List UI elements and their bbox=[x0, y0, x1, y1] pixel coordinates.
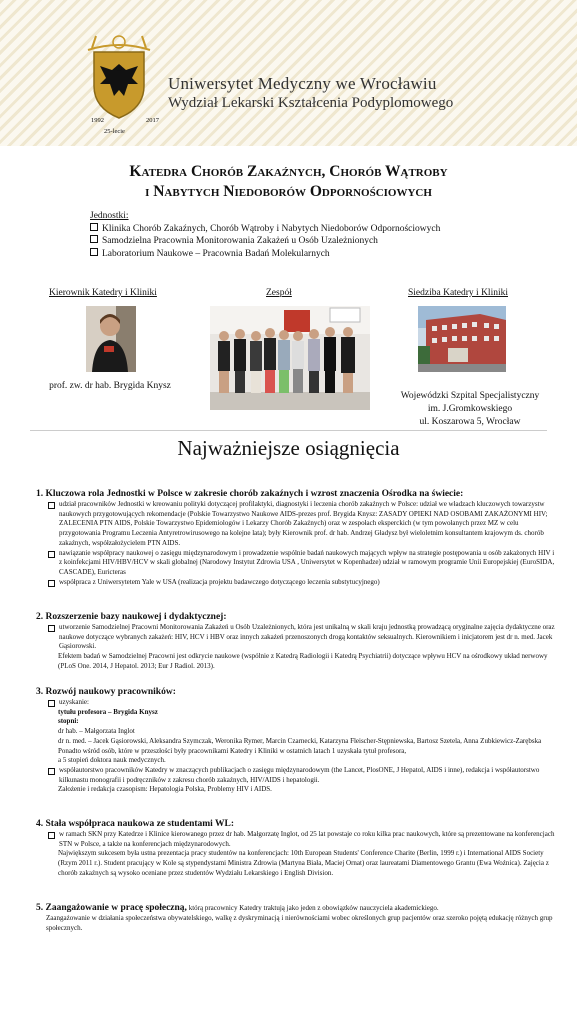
checkbox-icon bbox=[48, 580, 55, 587]
achievement-section-1 bbox=[36, 488, 556, 587]
anniversary-label: 25-lecie bbox=[104, 128, 125, 135]
checkbox-icon bbox=[48, 551, 55, 558]
list-item: uzyskanie: bbox=[48, 698, 556, 708]
faculty-name: Wydział Lekarski Kształcenia Podyplomowego bbox=[168, 95, 454, 111]
paragraph: a 5 stopień doktora nauk medycznych. bbox=[58, 756, 166, 765]
head-caption: Kierownik Katedry i Kliniki bbox=[49, 288, 157, 298]
team-photo bbox=[210, 306, 370, 410]
achievement-section-2 bbox=[36, 611, 556, 672]
section-heading: 5. Zaangażowanie w pracę społeczną, bbox=[36, 903, 187, 913]
university-name: Uniwersytet Medyczny we Wrocławiu bbox=[168, 74, 437, 93]
list-item: współautorstwo pracowników Katedry w znaczących publikacjach o zasięgu międzynarodowym (the Lancet, PlosONE, J Hepatol, AIDS i inne), redakcja i współautorstwo kilkunastu monografii i podręczników z zakresu chorób zakaźnych, HIV/AIDS i hepatologii. bbox=[48, 766, 556, 785]
checkbox-icon bbox=[48, 502, 55, 509]
list-item: nawiązanie współpracy naukowej o zasięgu międzynarodowym i prowadzenie wspólnie badań naukowych mających wpływ na strategie postępowania u osób zakażonych HIV i z koinfekcjami HIV/HBV/HCV w skali globalnej (Narodowy Instytut Zdrowia USA , Uniwersytet w Kopenhadze) udział w ramowym programie Unii Europejskiej (EuroSIDA, CASCADE), Euricteras bbox=[48, 549, 556, 578]
section-heading: 3. Rozwój naukowy pracowników: bbox=[36, 687, 176, 697]
head-portrait-photo bbox=[86, 306, 136, 372]
checkbox-icon bbox=[90, 235, 98, 243]
hospital-address: Wojewódzki Szpital Specjalistyczny im. J.Gromkowskiego ul. Koszarowa 5, Wrocław bbox=[400, 391, 540, 427]
unit-item: Samodzielna Pracownia Monitorowania Zakażeń u Osób Uzależnionych bbox=[90, 235, 440, 248]
achievement-section-3 bbox=[36, 686, 556, 795]
paragraph: dr hab. – Małgorzata Inglot bbox=[58, 727, 135, 736]
paragraph: Założenie i redakcja czasopism: Hepatologia Polska, Problemy HIV i AIDS. bbox=[58, 785, 272, 794]
achievements-title: Najważniejsze osiągnięcia bbox=[177, 436, 400, 460]
checkbox-icon bbox=[90, 223, 98, 231]
units-list bbox=[90, 210, 440, 260]
section-heading-rest: którą pracownicy Katedry traktują jako jeden z obowiązków nauczyciela akademickiego. bbox=[186, 904, 439, 912]
hospital-building-photo bbox=[418, 306, 506, 372]
section-heading: 4. Stała współpraca naukowa ze studentami WL: bbox=[36, 819, 235, 829]
team-caption: Zespół bbox=[266, 288, 292, 298]
checkbox-icon bbox=[48, 832, 55, 839]
year-start: 1992 bbox=[91, 117, 104, 124]
section-heading: 2. Rozszerzenie bazy naukowej i dydaktycznej: bbox=[36, 612, 227, 622]
achievement-section-4 bbox=[36, 818, 556, 879]
list-item: współpraca z Uniwersytetem Yale w USA (realizacja projektu badawczego dotyczącego leczenia substytucyjnego) bbox=[48, 578, 556, 588]
year-end: 2017 bbox=[146, 117, 159, 124]
header-banner bbox=[0, 0, 577, 146]
seat-caption: Siedziba Katedry i Kliniki bbox=[408, 288, 508, 298]
section-heading: 1. Kluczowa rola Jednostki w Polsce w zakresie chorób zakaźnych i wzrost znaczenia Ośrodka na świecie: bbox=[36, 489, 464, 499]
divider bbox=[30, 430, 547, 431]
achievement-section-5 bbox=[36, 902, 556, 933]
paragraph: Ponadto wśród osób, które w przeszłości były pracownikami Katedry i Kliniki w ostatnich latach 1 uzyskała tytuł profesora, bbox=[58, 746, 407, 755]
list-item: utworzenie Samodzielnej Pracowni Monitorowania Zakażeń u Osób Uzależnionych, która jest unikalną w skali kraju jednostką prowadzącą oryginalne zajęcia dydaktyczne oraz naukowe dotyczące wybranych zakażeń: HIV, HCV i HBV oraz innych zakażeń przenoszonych drogą kontaktów seksualnych. Kierownikiem i inicjatorem jest dr n. med. Jacek Gąsiorowski. bbox=[48, 623, 556, 652]
checkbox-icon bbox=[90, 248, 98, 256]
paragraph: dr n. med. – Jacek Gąsiorowski, Aleksandra Szymczak, Weronika Rymer, Marcin Czarnecki, Katarzyna Fleischer-Stępniewska, Bartosz Szetela, Anna Zubkiewicz-Zarębska bbox=[58, 736, 542, 745]
list-item: udział pracowników Jednostki w kreowaniu polityki dotyczącej profilaktyki, diagnostyki i leczenia chorób zakaźnych w Polsce: udział we władzach kluczowych towarzystw naukowych przygotowujących rekomendacje (Polskie Towarzystwo Naukowe AIDS-prezes prof. Brygida Knysz: ZASADY OPIEKI NAD OSOBAMI ZAKAŻONYMI HIV; ZALECENIA PTN AIDS, Polskie Towarzystwo Epidemiologów i Lekarzy Chorób Zakaźnych) oraz w zespołach eksperckich (w tym powołanych przez MZ w celu przygotowania Programu Leczenia Antyretrowirusowego na kolejne lata); były Kierownik prof. dr hab. Andrzej Gładysz był wieloletnim konsultantem krajowym ds. chorób zakaźnych, współzałożycielem PTN AIDS. bbox=[48, 500, 556, 549]
head-name: prof. zw. dr hab. Brygida Knysz bbox=[49, 381, 171, 391]
degrees-label: stopni: bbox=[58, 717, 79, 726]
paragraph: Zaangażowanie w działania społeczeństwa obywatelskiego, walkę z dyskryminacją i nierównościami wobec określonych grup pacjentów oraz szeroko pojętą edukację różnych grup społecznych. bbox=[46, 914, 553, 932]
unit-item: Klinika Chorób Zakaźnych, Chorób Wątroby i Nabytych Niedoborów Odpornościowych bbox=[90, 223, 440, 236]
university-crest-icon bbox=[86, 34, 152, 120]
checkbox-icon bbox=[48, 625, 55, 632]
unit-item: Laboratorium Naukowe – Pracownia Badań Molekularnych bbox=[90, 248, 440, 261]
department-title-line2: i Nabytych Niedoborów Odpornościowych bbox=[145, 183, 432, 200]
paragraph: Największym sukcesem była ustna prezentacja pracy studentów na konferencjach: 10th European Students' Conference Charite (Berlin, 1999 r.) i International AIDS Society (Rzym 2011 r.). Student pracujący w Kole są stypendystami Ministra Zdrowia (Martyna Biała, Maciej Ornat) oraz laureatami Diamentowego Grantu (Ewa Woźnica). Zajęcia z chorób zakaźnych są wysoko oceniane przez studentów Wydziału Lekarskiego i English Division. bbox=[58, 849, 549, 877]
checkbox-icon bbox=[48, 700, 55, 707]
units-heading: Jednostki: bbox=[90, 211, 129, 221]
list-item: w ramach SKN przy Katedrze i Klinice kierowanego przez dr hab. Małgorzatę Inglot, od 25 lat powstaje co roku kilka prac naukowych, które są prezentowane na konferencjach STN w Polsce, a także na konferencjach międzynarodowych. bbox=[48, 830, 556, 849]
checkbox-icon bbox=[48, 768, 55, 775]
department-title-line1: Katedra Chorób Zakaźnych, Chorób Wątroby bbox=[129, 163, 448, 180]
paragraph: Efektem badań w Samodzielnej Pracowni jest odkrycie naukowe (wspólnie z Katedrą Radiologii i Katedrą Psychiatrii) dotyczące wpływu HCV na ośrodkowy układ nerwowy (PLoS One. 2014, J Hepatol. 2013; Eur J Radiol. 2013). bbox=[58, 652, 548, 670]
professor-title: tytułu profesora – Brygida Knysz bbox=[58, 707, 158, 716]
